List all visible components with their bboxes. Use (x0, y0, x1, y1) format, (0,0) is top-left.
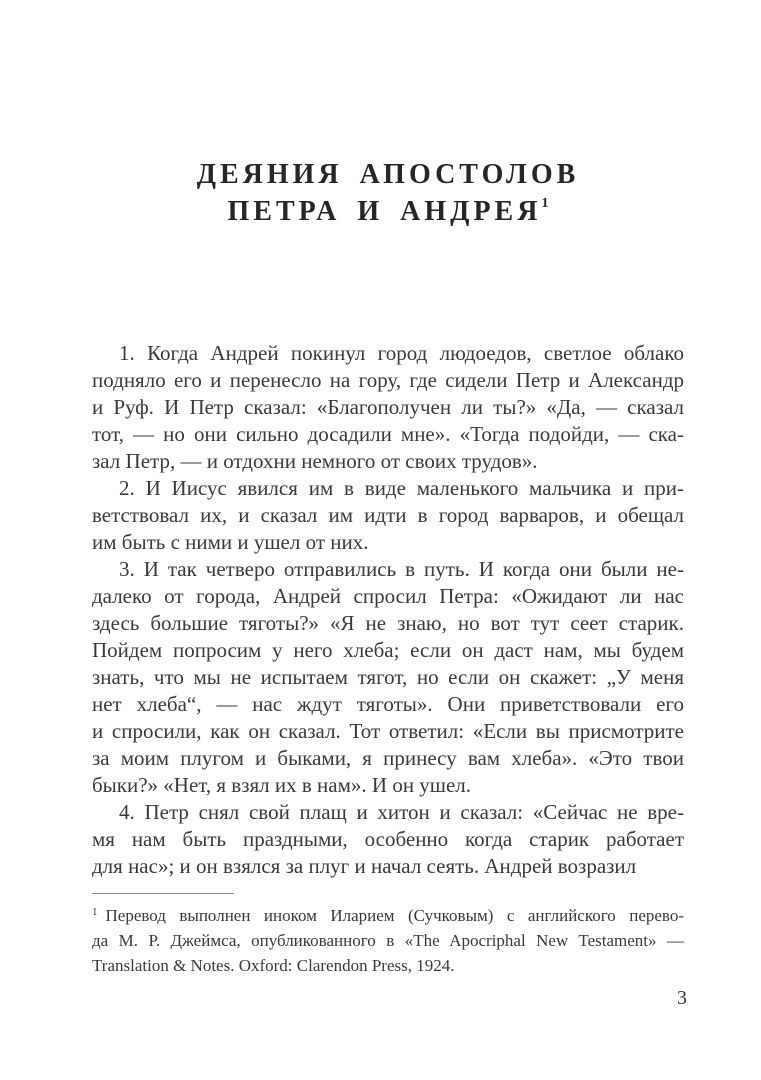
paragraph (92, 340, 684, 475)
paragraph (92, 556, 684, 799)
text-line: 4. Петр снял свой плащ и хитон и сказал: «Сейчас не вре- (119, 800, 684, 824)
text-line: быки?» «Нет, я взял их в нам». И он ушел. (92, 773, 472, 797)
title-line-2: ПЕТРА И АНДРЕЯ (227, 196, 542, 227)
text-line: Пойдем попросим у него хлеба; если он даст нам, мы будем (92, 638, 684, 662)
paragraph (92, 799, 684, 880)
text-line: 3. И так четверо отправились в путь. И когда они были не- (119, 557, 684, 581)
body-text (92, 340, 684, 880)
text-line: нет хлеба“, — нас ждут тяготы». Они приветствовали его (92, 692, 684, 716)
text-line: 2. И Иисус явился им в виде маленького мальчика и при- (119, 476, 684, 500)
text-line: для нас»; и он взялся за плуг и начал сеять. Андрей возразил (92, 854, 637, 878)
title-footnote-marker: 1 (541, 196, 549, 211)
text-line: и спросили, как он сказал. Тот ответил: «Если вы присмотрите (92, 719, 684, 743)
text-line: тот, — но они сильно досадили мне». «Тогда подойди, — ска- (92, 422, 684, 446)
text-line: мя нам быть праздными, особенно когда старик работает (92, 827, 684, 851)
text-block (92, 0, 684, 978)
footnote-line: Translation & Notes. Oxford: Clarendon Press, 1924. (92, 956, 455, 975)
paragraph (92, 475, 684, 556)
footnote-separator (92, 893, 234, 894)
text-line: за моим плугом и быками, я принесу вам хлеба». «Это твои (92, 746, 684, 770)
footnote-marker: 1 (92, 906, 98, 918)
footnote-line: $^1$ Перевод выполнен иноком Иларием (Сучковым) с английского перево- (92, 906, 684, 925)
text-line: 1. Когда Андрей покинул город людоедов, светлое облако (119, 341, 684, 365)
text-line: знать, что мы не испытаем тягот, но если он скажет: „У меня (92, 665, 684, 689)
page-number: 3 (677, 987, 687, 1009)
text-line: ветствовал их, и сказал им идти в город варваров, и обещал (92, 503, 684, 527)
text-line: им быть с ними и ушел от них. (92, 530, 369, 554)
page-title (92, 0, 684, 230)
footnote-text (92, 903, 684, 978)
title-line-1: ДЕЯНИЯ АПОСТОЛОВ (196, 159, 580, 190)
text-line: здесь большие тяготы?» «Я не знаю, но вот тут сеет старик. (92, 611, 684, 635)
text-line: далеко от города, Андрей спросил Петра: «Ожидают ли нас (92, 584, 684, 608)
text-line: подняло его и перенесло на гору, где сидели Петр и Александр (92, 368, 684, 392)
text-line: и Руф. И Петр сказал: «Благополучен ли ты?» «Да, — сказал (92, 395, 684, 419)
footnote (92, 893, 684, 978)
footnote-line: да М. Р. Джеймса, опубликованного в «The Apocriphal New Testament» — (92, 931, 684, 950)
text-line: зал Петр, — и отдохни немного от своих трудов». (92, 449, 538, 473)
